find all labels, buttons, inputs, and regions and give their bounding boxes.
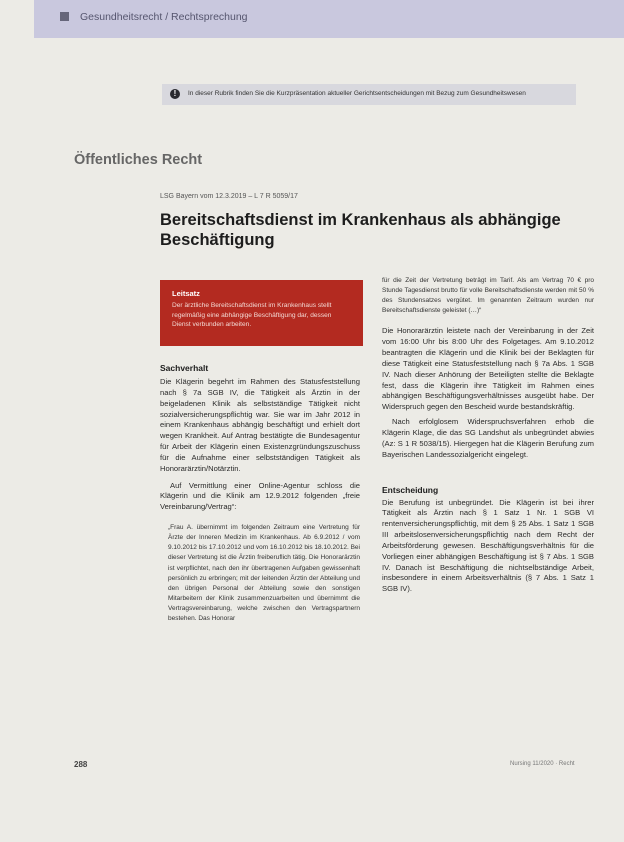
- contract-quote-continued: für die Zeit der Vertretung beträgt im Tarif. Als am Vertrag 70 € pro Stunde Tagesdienst brutto für volle Bereitschaftsdienste werden mit 50 % des Stundensatzes vergütet. Im genannten Zeitraum wurden nur Bereitschaftsdienste geleistet (…)“: [382, 277, 594, 315]
- leitsatz-text: Der ärztliche Bereitschaftsdienst im Krankenhaus stellt regelmäßig eine abhängige Beschäftigung dar, dessen Dienst verbunden arbeiten.: [172, 302, 332, 328]
- entscheidung-heading: Entscheidung: [382, 484, 439, 495]
- info-bar: [162, 84, 576, 105]
- info-bar-text: In dieser Rubrik finden Sie die Kurzpräsentation aktueller Gerichtsentscheidungen mit Bezug zum Gesundheitswesen: [188, 90, 526, 97]
- page-number: 288: [74, 760, 88, 769]
- leitsatz-box: [160, 280, 363, 346]
- sachverhalt-paragraph-2: Auf Vermittlung einer Online-Agentur schloss die Klägerin und die Klinik am 12.9.2012 folgenden „freie Vereinbarung/Vertrag“:: [160, 480, 360, 512]
- sachverhalt-heading: Sachverhalt: [160, 363, 209, 373]
- right-column: [382, 276, 594, 595]
- right-paragraph-1: Die Honorarärztin leistete nach der Vereinbarung in der Zeit vom 16:00 Uhr bis 8:00 Uhr des Folgetages. Am 9.10.2012 beantragten die Klägerin und die Klinik bei der Beklagten für diese Tätigkeit eine Statusfeststellung nach § 7a Abs. 1 SGB IV. Nach dieser Anhörung der Beteiligten stellte die Beklagte fest, dass die Klägerin ihre Tätigkeit im Rahmen eines abhängigen Beschäftigungsverhältnisses ausgeübt habe. Der Widerspruch gegen den Bescheid wurde bestandskräftig.: [382, 326, 594, 412]
- right-paragraph-2: Nach erfolglosem Widerspruchsverfahren erhob die Klägerin Klage, die das SG Landshut als unbegründet abwies (Az: S 1 R 5038/15). Hiergegen hat die Klägerin Berufung zum Bayerischen Landessozialgericht eingelegt.: [382, 417, 594, 459]
- header-marker-icon: [60, 12, 69, 21]
- info-icon: !: [170, 89, 180, 99]
- left-column: [160, 363, 360, 624]
- ruling-reference: LSG Bayern vom 12.3.2019 – L 7 R 5059/17: [160, 193, 298, 200]
- section-heading: Öffentliches Recht: [74, 152, 203, 168]
- breadcrumb: Gesundheitsrecht / Rechtsprechung: [80, 11, 248, 23]
- entscheidung-paragraph-1: Die Berufung ist unbegründet. Die Klägerin ist bei ihrer Tätigkeit als Ärztin nach § 1 Satz 1 Nr. 1 SGB VI rentenversicherungspflichtig, mit dem § 25 Abs. 1 Satz 1 SGB III arbeitslosenversicherungspflichtig nach dem Recht der Arbeitsförderung gewesen. Beschäftigungsverhältnis für die Vorliegen einer abhängigen Beschäftigung ist § 7 Abs. 1 SGB IV. Danach ist Beschäftigung die nichtselbständige Arbeit, insbesondere in einem Arbeitsverhältnis (§ 7 Abs. 1 Satz 1 SGB IV).: [382, 497, 594, 594]
- contract-quote: „Frau A. übernimmt im folgenden Zeitraum eine Vertretung für Ärzte der Inneren Medizin im Krankenhaus. Ab 6.9.2012 / vom 9.10.2012 bis 17.10.2012 und vom 16.10.2012 bis 18.10.2012. Bei dieser Vertretung ist die Ärztin freiberuflich tätig. Die Honorarärztin ist verpflichtet, nach den ihr übertragenen Aufgaben gewissenhaft persönlich zu erbringen; mit der leitenden Ärztin der Abteilung und den übrigen Personal der Abteilung sowie den sonstigen Mitarbeitern der Klinik zusammenzuarbeiten und übernimmt die Vertragsvereinbarung, welche zwischen den Vertragspartnern bestehen. Das Honorar: [168, 524, 360, 622]
- sachverhalt-paragraph-1: Die Klägerin begehrt im Rahmen des Statusfeststellung nach § 7a SGB IV, die Tätigkeit als Ärztin in der beigeladenen Klinik als selbstständige Tätigkeit nicht sozialversicherungspflichtig war. Sie war im Jahr 2012 in einem Krankenhaus abhängig beschäftigt und erhielt dort wegen Krankheit. Auf Antrag bestätigte die Bundesagentur für Arbeit der Klägerin einen Existenzgründungszuschuss für die Aufnahme einer selbstständigen Tätigkeit als Honorarärztin/Notärztin.: [160, 377, 360, 473]
- leitsatz-label: Leitsatz: [172, 289, 200, 298]
- footer-publication: Nursing 11/2020 · Recht: [510, 761, 575, 767]
- article-title: Bereitschaftsdienst im Krankenhaus als abhängige Beschäftigung: [160, 211, 561, 249]
